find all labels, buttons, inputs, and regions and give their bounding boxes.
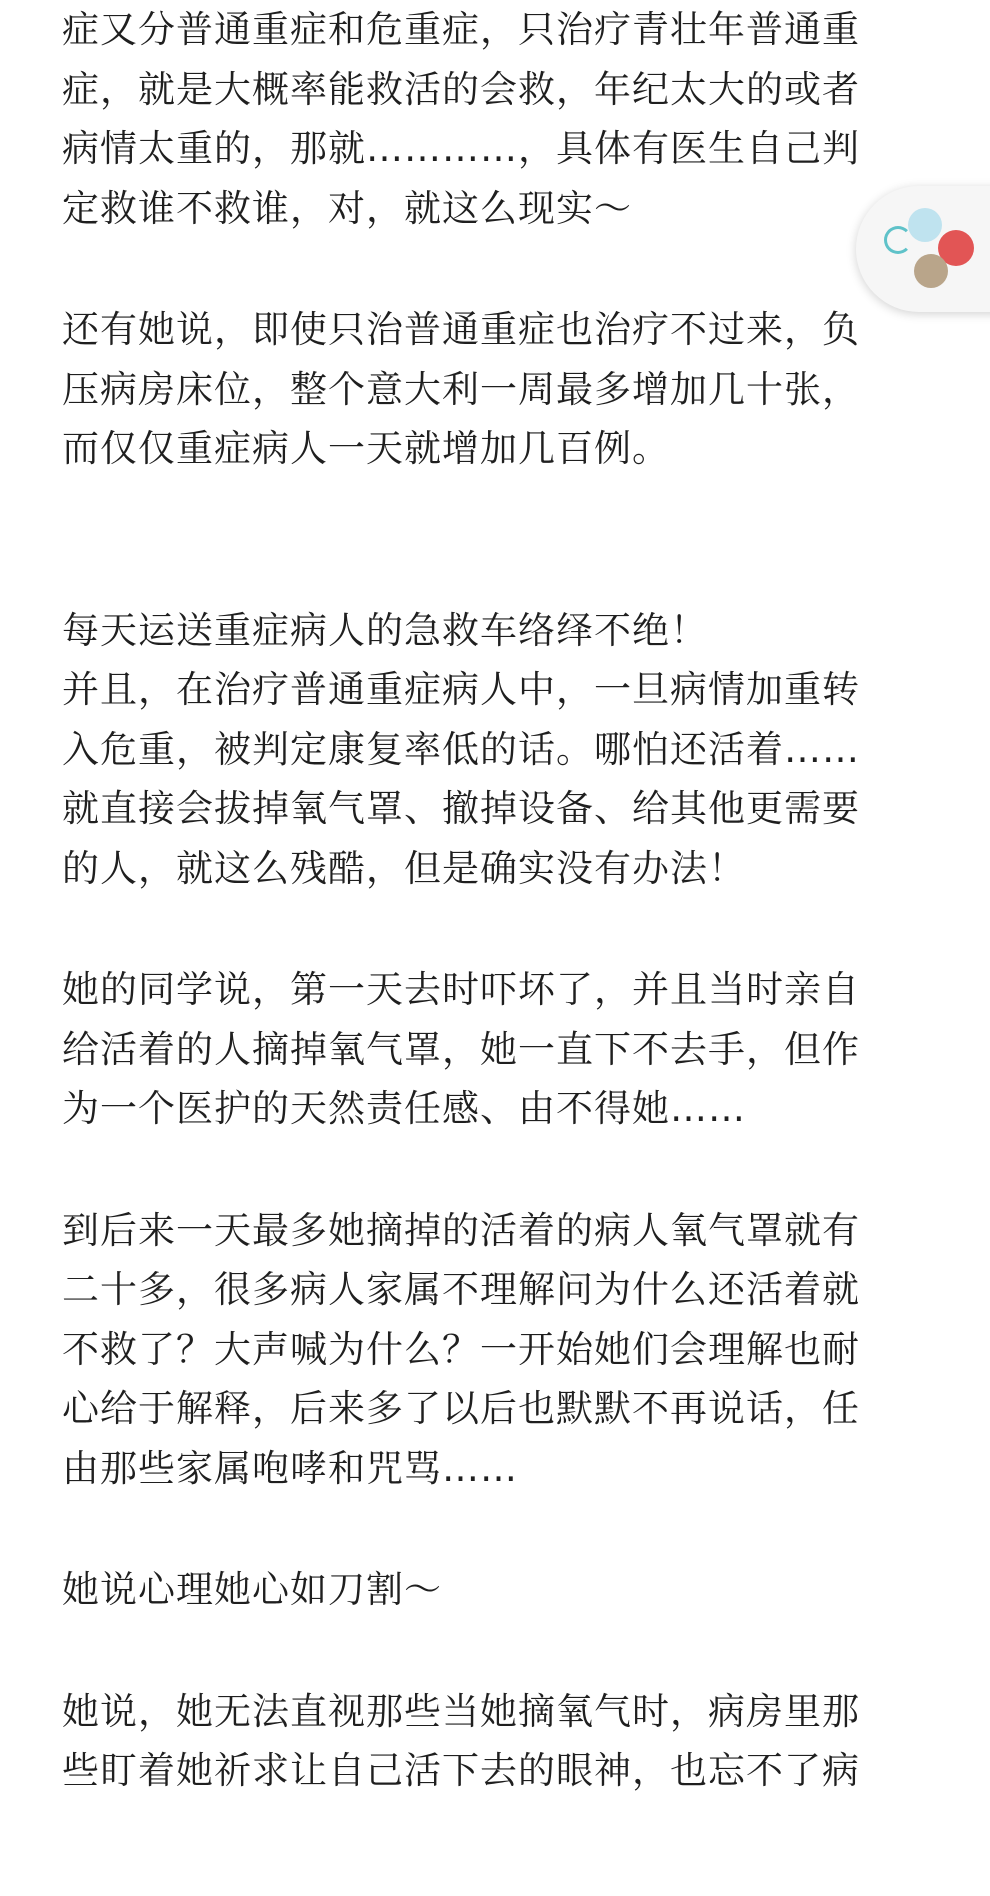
paragraph-1 <box>62 0 942 238</box>
text-line: 症又分普通重症和危重症，只治疗青壮年普通重 <box>62 8 860 51</box>
text-line: 病情太重的，那就…………，具体有医生自己判 <box>62 127 860 170</box>
text-line: 给活着的人摘掉氧气罩，她一直下不去手，但作 <box>62 1027 860 1071</box>
text-line: 她说心理她心如刀割～ <box>62 1568 442 1611</box>
text-line: 到后来一天最多她摘掉的活着的病人氧气罩就有 <box>62 1208 860 1252</box>
paragraph-5 <box>62 1201 942 1499</box>
text-line: 为一个医护的天然责任感、由不得她…… <box>62 1087 746 1130</box>
text-line: 而仅仅重症病人一天就增加几百例。 <box>62 427 670 470</box>
paragraph-2 <box>62 300 942 479</box>
text-line: 二十多，很多病人家属不理解问为什么还活着就 <box>62 1268 860 1311</box>
text-line: 定救谁不救谁，对，就这么现实～ <box>62 186 632 230</box>
text-line: 压病房床位，整个意大利一周最多增加几十张， <box>62 367 860 411</box>
text-line: 就直接会拔掉氧气罩、撤掉设备、给其他更需要 <box>62 787 860 830</box>
paragraph-4 <box>62 960 942 1139</box>
text-line: 并且，在治疗普通重症病人中，一旦病情加重转 <box>62 668 860 711</box>
text-line: 她说，她无法直视那些当她摘氧气时，病房里那 <box>62 1689 860 1733</box>
avatar <box>908 208 942 242</box>
text-line: 还有她说，即使只治普通重症也治疗不过来，负 <box>62 308 860 351</box>
text-line: 入危重，被判定康复率低的话。哪怕还活着…… <box>62 727 860 771</box>
avatar-stack-icon <box>882 204 972 294</box>
paragraph-7 <box>62 1682 942 1801</box>
text-line: 不救了？大声喊为什么？一开始她们会理解也耐 <box>62 1327 860 1371</box>
text-line: 由那些家属咆哮和咒骂…… <box>62 1446 518 1490</box>
text-line: 的人，就这么残酷，但是确实没有办法！ <box>62 846 746 890</box>
text-line: 心给于解释，后来多了以后也默默不再说话，任 <box>62 1387 860 1430</box>
text-line: 她的同学说，第一天去时吓坏了，并且当时亲自 <box>62 968 860 1011</box>
floating-widget-button[interactable] <box>856 186 990 312</box>
text-line: 些盯着她祈求让自己活下去的眼神，也忘不了病 <box>62 1749 860 1792</box>
paragraph-3 <box>62 601 942 899</box>
loading-ring-icon <box>884 226 912 254</box>
text-line: 每天运送重症病人的急救车络绎不绝！ <box>62 608 708 652</box>
text-line: 症，就是大概率能救活的会救，年纪太大的或者 <box>62 67 860 111</box>
article-body <box>62 0 942 1801</box>
avatar <box>914 254 948 288</box>
paragraph-6 <box>62 1560 942 1620</box>
